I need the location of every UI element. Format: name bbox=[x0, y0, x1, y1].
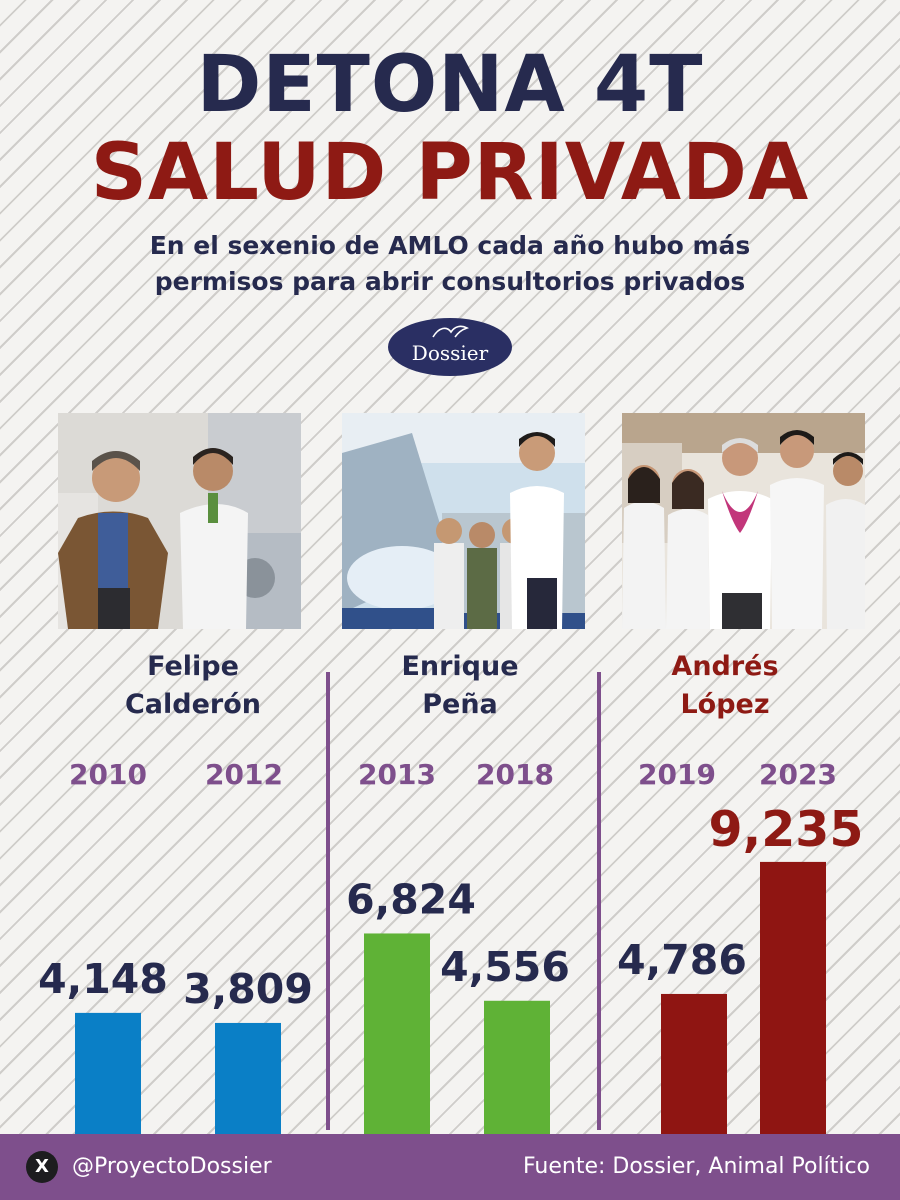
value-label-2012: 3,809 bbox=[183, 964, 313, 1013]
president-last-name: Peña bbox=[422, 689, 498, 720]
value-label-2018: 4,556 bbox=[440, 942, 570, 991]
year-label-2023: 2023 bbox=[759, 758, 837, 791]
value-label-2019: 4,786 bbox=[617, 935, 747, 984]
social-handle[interactable]: @ProyectoDossier bbox=[72, 1154, 272, 1179]
year-label-2012: 2012 bbox=[205, 758, 283, 791]
bar-2012 bbox=[215, 1023, 281, 1136]
source-credit: Fuente: Dossier, Animal Político bbox=[522, 1154, 870, 1179]
title-line-2: SALUD PRIVADA bbox=[90, 128, 810, 218]
year-label-2018: 2018 bbox=[476, 758, 554, 791]
subtitle-line-1: En el sexenio de AMLO cada año hubo más bbox=[149, 231, 751, 260]
president-last-name: Calderón bbox=[124, 689, 261, 720]
value-label-2010: 4,148 bbox=[38, 954, 168, 1003]
value-label-2023: 9,235 bbox=[708, 800, 864, 858]
president-first-name: Enrique bbox=[401, 651, 519, 682]
bar-2010 bbox=[75, 1013, 141, 1136]
bar-2023 bbox=[760, 862, 826, 1136]
president-last-name: López bbox=[680, 689, 770, 720]
value-label-2013: 6,824 bbox=[346, 875, 476, 924]
president-first-name: Andrés bbox=[671, 651, 779, 682]
title-line-1: DETONA 4T bbox=[196, 40, 704, 130]
bar-2018 bbox=[484, 1001, 550, 1136]
bar-2019 bbox=[661, 994, 727, 1136]
logo-text: Dossier bbox=[411, 341, 489, 365]
year-label-2013: 2013 bbox=[358, 758, 436, 791]
x-logo-icon[interactable]: X bbox=[26, 1151, 58, 1183]
president-first-name: Felipe bbox=[147, 651, 239, 682]
footer-bar bbox=[0, 1134, 900, 1200]
year-label-2010: 2010 bbox=[69, 758, 147, 791]
year-label-2019: 2019 bbox=[638, 758, 716, 791]
subtitle-line-2: permisos para abrir consultorios privados bbox=[154, 267, 746, 296]
bar-2013 bbox=[364, 933, 430, 1136]
